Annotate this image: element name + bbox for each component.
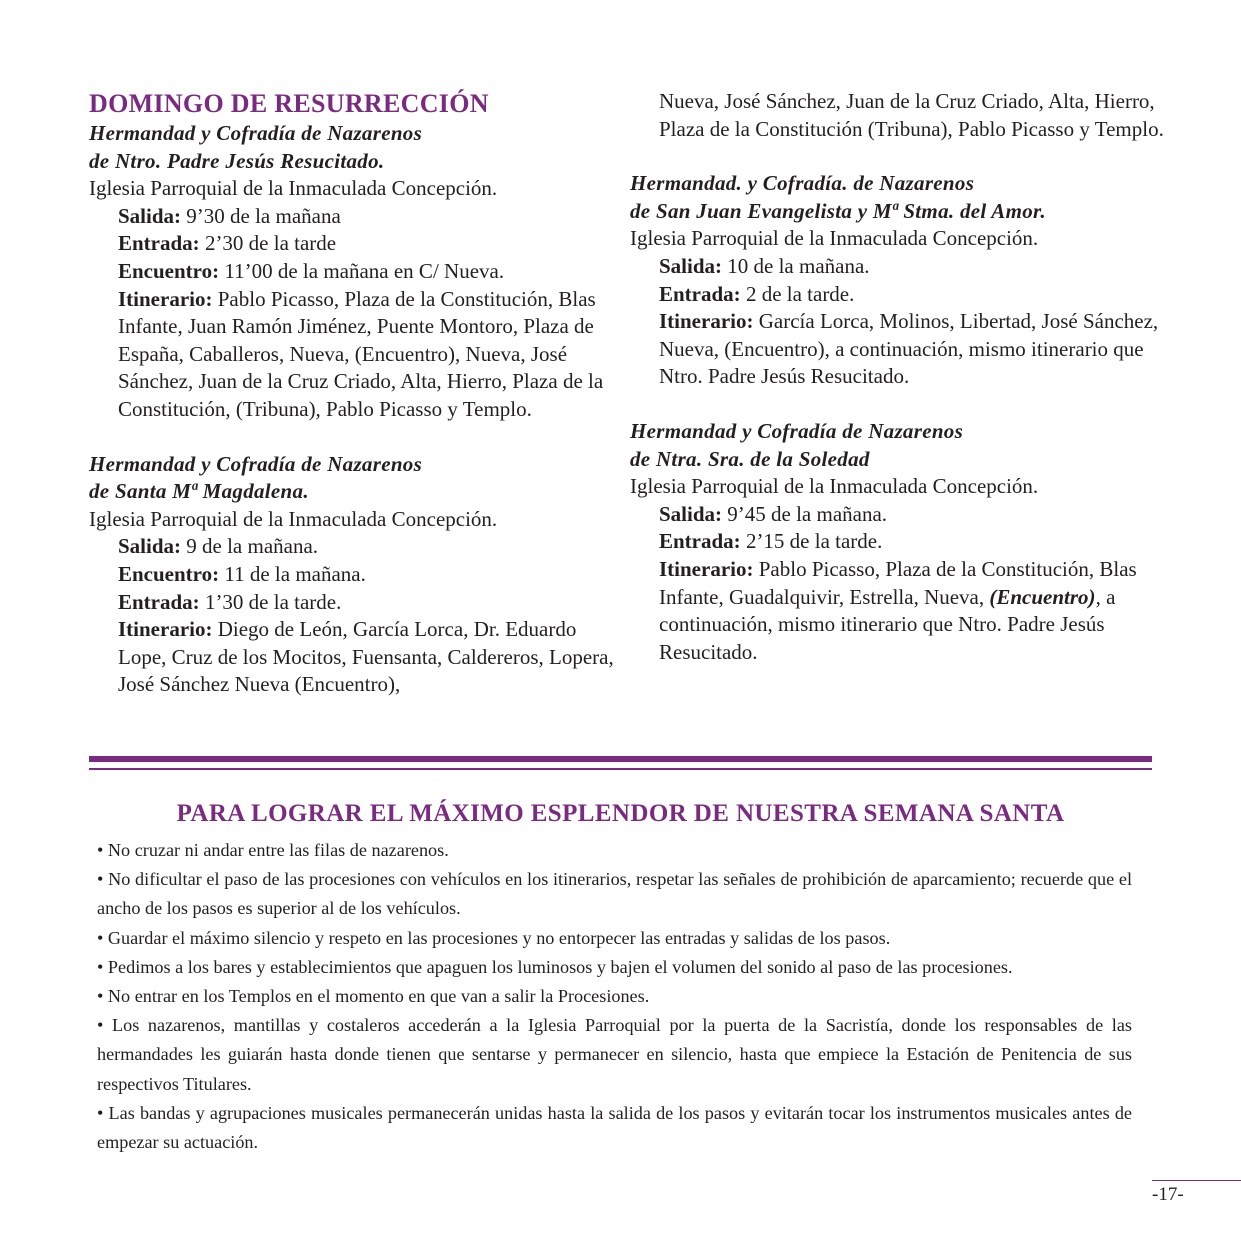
salida-line [89, 203, 619, 231]
notice-item: • No dificultar el paso de las procesiones con vehículos en los itinerarios, respetar las señales de prohibición de aparcamiento; recuerde que el ancho de los pasos es superior al de los vehículos. [97, 869, 1132, 919]
itinerario-line [630, 308, 1165, 391]
entrada-label: Entrada: [118, 231, 200, 256]
salida-label: Salida: [659, 253, 723, 278]
salida-line [89, 533, 619, 561]
brotherhood-name-line2: de San Juan Evangelista y Mª Stma. del Amor. [630, 198, 1046, 223]
salida-value: 10 de la mañana. [722, 253, 870, 278]
section-title: DOMINGO DE RESURRECCIÓN [89, 89, 489, 118]
notice-item: • No entrar en los Templos en el momento en que van a salir la Procesiones. [97, 986, 650, 1007]
church-name: Iglesia Parroquial de la Inmaculada Concepción. [89, 176, 498, 201]
itinerario-label: Itinerario: [118, 617, 213, 642]
salida-line [630, 501, 1165, 529]
brotherhood-name-line1: Hermandad y Cofradía de Nazarenos [89, 451, 423, 476]
salida-label: Salida: [118, 203, 182, 228]
brotherhood-san-juan [630, 170, 1165, 391]
brotherhood-name-line1: Hermandad y Cofradía de Nazarenos [89, 121, 423, 145]
salida-value: 9 de la mañana. [181, 534, 319, 559]
church-name: Iglesia Parroquial de la Inmaculada Concepción. [630, 474, 1039, 499]
brotherhood-name-line2: de Ntra. Sra. de la Soledad [630, 446, 870, 471]
entrada-label: Entrada: [118, 589, 200, 614]
itinerario-value: Pablo Picasso, Plaza de la Constitución, Blas Infante, Juan Ramón Jiménez, Puente Montoro, Plaza de España, Caballeros, Nueva, (Encuentro), Nueva, José Sánchez, Juan de la Cruz Criado, Alta, Hierro, Plaza de la Constitución, (Tribuna), Pablo Picasso y Templo. [118, 286, 604, 421]
entrada-label: Entrada: [659, 281, 741, 306]
itinerario-label: Itinerario: [659, 556, 754, 581]
notice-item: • Las bandas y agrupaciones musicales permanecerán unidas hasta la salida de los pasos y evitarán tocar los instrumentos musicales antes de empezar su actuación. [97, 1102, 1132, 1153]
encuentro-value: 11 de la mañana. [219, 561, 366, 586]
salida-value: 9’45 de la mañana. [722, 501, 888, 526]
entrada-value: 2’30 de la tarde [199, 231, 337, 256]
brotherhood-name-line2: de Santa Mª Magdalena. [89, 479, 309, 504]
salida-line [630, 253, 1165, 281]
brotherhood-name-line2: de Ntro. Padre Jesús Resucitado. [89, 148, 385, 173]
itinerario-line [630, 556, 1165, 666]
page-number: -17- [1152, 1184, 1184, 1205]
salida-label: Salida: [118, 534, 182, 559]
right-column [630, 88, 1165, 693]
itinerario-value-b: , a continuación, mismo itinerario que Ntro. Padre Jesús Resucitado. [659, 584, 1116, 664]
itinerario-value-a: Pablo Picasso, Plaza de la Constitución, Blas Infante, Guadalquivir, Estrella, Nueva, [659, 556, 1137, 609]
notice-item: • Guardar el máximo silencio y respeto en las procesiones y no entorpecer las entradas y salidas de los pasos. [97, 927, 891, 948]
notice-item: • Los nazarenos, mantillas y costaleros accederán a la Iglesia Parroquial por la puerta de la Sacristía, donde los responsables de las hermandades les guiarán hasta donde tienen que sentarse y permanecer en silencio, hasta que empiece la Estación de Penitencia de sus respectivos Titulares. [97, 1015, 1132, 1094]
notice-item: • Pedimos a los bares y establecimientos que apaguen los luminosos y bajen el volumen del sonido al paso de las procesiones. [97, 956, 1013, 977]
brotherhood-soledad [630, 418, 1165, 666]
encuentro-line [89, 258, 619, 286]
salida-label: Salida: [659, 501, 723, 526]
itinerario-line [89, 286, 619, 424]
church-name: Iglesia Parroquial de la Inmaculada Concepción. [630, 226, 1039, 251]
entrada-label: Entrada: [659, 529, 741, 554]
divider-thick [89, 756, 1152, 762]
brotherhood-name-line1: Hermandad. y Cofradía. de Nazarenos [630, 171, 975, 196]
notices-list [97, 836, 1132, 1157]
notices-title: PARA LOGRAR EL MÁXIMO ESPLENDOR DE NUESTRA SEMANA SANTA [176, 800, 1065, 827]
entrada-line [630, 528, 1165, 556]
encuentro-label: Encuentro: [118, 258, 220, 283]
encuentro-line [89, 561, 619, 589]
itinerario-encuentro: (Encuentro) [989, 584, 1096, 609]
brotherhood-name-line1: Hermandad y Cofradía de Nazarenos [630, 418, 964, 443]
divider-thin [89, 768, 1152, 770]
itinerario-value: Diego de León, García Lorca, Dr. Eduardo Lope, Cruz de los Mocitos, Fuensanta, Caldereros, Lopera, José Sánchez Nueva (Encuentro), [118, 617, 614, 697]
brotherhood-magdalena [89, 451, 619, 699]
itinerario-line [89, 616, 619, 699]
entrada-value: 2 de la tarde. [740, 281, 855, 306]
encuentro-label: Encuentro: [118, 561, 220, 586]
entrada-value: 1’30 de la tarde. [199, 589, 342, 614]
entrada-value: 2’15 de la tarde. [740, 529, 883, 554]
itinerario-label: Itinerario: [118, 286, 213, 311]
itinerario-value: García Lorca, Molinos, Libertad, José Sánchez, Nueva, (Encuentro), a continuación, mismo itinerario que Ntro. Padre Jesús Resucitado. [659, 309, 1159, 389]
entrada-line [89, 230, 619, 258]
entrada-line [630, 281, 1165, 309]
itinerario-label: Itinerario: [659, 309, 754, 334]
church-name: Iglesia Parroquial de la Inmaculada Concepción. [89, 506, 498, 531]
itinerary-continuation: Nueva, José Sánchez, Juan de la Cruz Criado, Alta, Hierro, Plaza de la Constitución (Tribuna), Pablo Picasso y Templo. [659, 89, 1164, 141]
encuentro-value: 11’00 de la mañana en C/ Nueva. [219, 258, 505, 283]
entrada-line [89, 589, 619, 617]
salida-value: 9’30 de la mañana [181, 203, 341, 228]
page-number-rule [1152, 1180, 1241, 1181]
notice-item: • No cruzar ni andar entre las filas de nazarenos. [97, 840, 449, 860]
brotherhood-resucitado [89, 120, 619, 424]
left-column [89, 88, 619, 726]
